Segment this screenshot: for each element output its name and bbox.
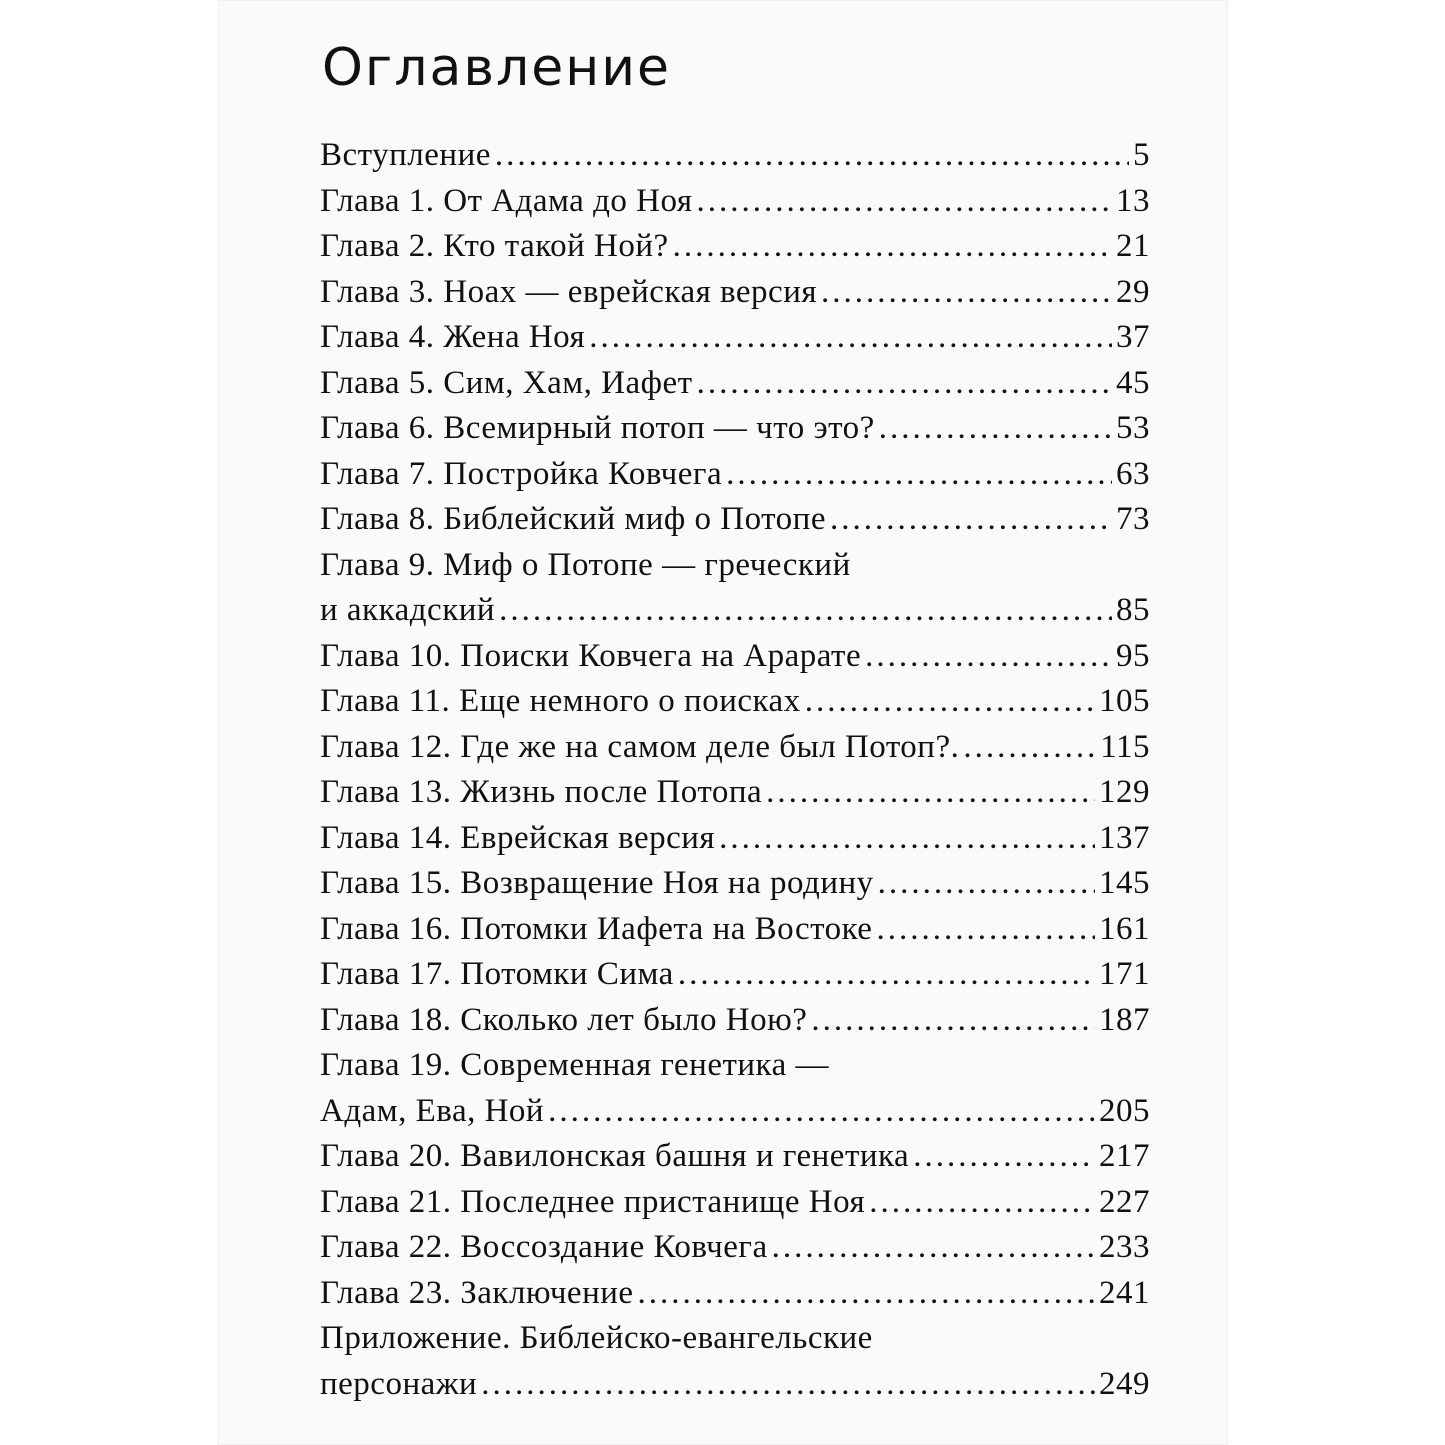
toc-entry bbox=[320, 452, 1150, 498]
toc-entry bbox=[320, 1271, 1150, 1317]
toc-entry-line bbox=[320, 1134, 1150, 1180]
toc-entry-title: Глава 1. От Адама до Ноя bbox=[320, 182, 693, 219]
toc-entry-title: Глава 9. Миф о Потопе — греческий bbox=[320, 546, 851, 583]
dot-leader bbox=[811, 998, 1095, 1044]
toc-entry-title: Глава 6. Всемирный потоп — что это? bbox=[320, 410, 875, 446]
toc-page-number: 73 bbox=[1116, 501, 1150, 537]
dot-leader bbox=[726, 452, 1112, 498]
toc-entry-title: Глава 15. Возвращение Ноя на родину bbox=[320, 865, 874, 901]
toc-entry-title: Глава 12. Где же на самом деле был Потоп?. bbox=[320, 728, 960, 765]
table-of-contents bbox=[320, 133, 1150, 1407]
toc-page-number: 85 bbox=[1116, 592, 1150, 628]
toc-entry-line bbox=[320, 1089, 1150, 1135]
dot-leader bbox=[638, 1271, 1095, 1317]
dot-leader bbox=[697, 361, 1112, 407]
toc-page-number: 145 bbox=[1099, 865, 1150, 901]
dot-leader bbox=[719, 816, 1095, 862]
toc-entry-line bbox=[320, 1316, 1150, 1362]
toc-entry-line bbox=[320, 452, 1150, 498]
dot-leader bbox=[869, 1180, 1095, 1226]
dot-leader bbox=[673, 224, 1112, 270]
dot-leader bbox=[913, 1134, 1095, 1180]
toc-page-number: 233 bbox=[1099, 1229, 1150, 1265]
toc-entry bbox=[320, 907, 1150, 953]
toc-page-number: 137 bbox=[1099, 819, 1150, 856]
toc-page-number: 205 bbox=[1099, 1092, 1150, 1129]
dot-leader bbox=[766, 770, 1095, 816]
toc-entry-title: Глава 5. Сим, Хам, Иафет bbox=[320, 364, 693, 401]
dot-leader bbox=[548, 1089, 1095, 1135]
toc-page-number: 129 bbox=[1099, 774, 1150, 810]
toc-entry bbox=[320, 998, 1150, 1044]
toc-entry bbox=[320, 634, 1150, 680]
toc-entry-line bbox=[320, 679, 1150, 725]
toc-page-number: 115 bbox=[1100, 728, 1150, 765]
toc-entry-line bbox=[320, 588, 1150, 634]
toc-entry bbox=[320, 816, 1150, 862]
toc-page-number: 227 bbox=[1099, 1183, 1150, 1220]
toc-entry-line bbox=[320, 725, 1150, 771]
toc-entry bbox=[320, 679, 1150, 725]
toc-entry-line bbox=[320, 133, 1150, 179]
toc-entry-line bbox=[320, 1180, 1150, 1226]
toc-entry bbox=[320, 952, 1150, 998]
toc-entry-line bbox=[320, 998, 1150, 1044]
toc-entry bbox=[320, 1316, 1150, 1407]
dot-leader bbox=[963, 725, 1096, 771]
toc-entry bbox=[320, 315, 1150, 361]
toc-entry-line bbox=[320, 1043, 1150, 1089]
toc-entry-title: Глава 4. Жена Ноя bbox=[320, 319, 586, 355]
dot-leader bbox=[678, 952, 1095, 998]
toc-entry-title: Глава 2. Кто такой Ной? bbox=[320, 228, 669, 264]
toc-entry-title: и аккадский bbox=[320, 592, 496, 628]
toc-entry bbox=[320, 1134, 1150, 1180]
toc-entry-line bbox=[320, 497, 1150, 543]
toc-entry bbox=[320, 1225, 1150, 1271]
page-title: Оглавление bbox=[322, 38, 672, 98]
toc-page-number: 249 bbox=[1099, 1365, 1150, 1402]
toc-entry-title: Адам, Ева, Ной bbox=[320, 1092, 545, 1129]
dot-leader bbox=[830, 497, 1112, 543]
toc-entry bbox=[320, 497, 1150, 543]
toc-page-number: 171 bbox=[1099, 956, 1150, 992]
toc-entry-title: Глава 11. Еще немного о поисках bbox=[320, 683, 801, 719]
toc-entry-title: Глава 19. Современная генетика — bbox=[320, 1047, 829, 1083]
toc-entry-line bbox=[320, 770, 1150, 816]
dot-leader bbox=[805, 679, 1095, 725]
toc-page-number: 29 bbox=[1116, 273, 1150, 310]
toc-entry-line bbox=[320, 361, 1150, 407]
toc-entry-title: Глава 20. Вавилонская башня и генетика bbox=[320, 1138, 910, 1174]
toc-page-number: 63 bbox=[1116, 455, 1150, 492]
toc-entry bbox=[320, 224, 1150, 270]
toc-entry-line bbox=[320, 816, 1150, 862]
toc-entry-line bbox=[320, 315, 1150, 361]
toc-page-number: 45 bbox=[1116, 364, 1150, 401]
toc-page-number: 95 bbox=[1116, 637, 1150, 674]
toc-page-number: 13 bbox=[1116, 182, 1150, 219]
toc-entry bbox=[320, 1043, 1150, 1134]
dot-leader bbox=[697, 179, 1112, 225]
toc-page-number: 217 bbox=[1099, 1138, 1150, 1174]
toc-entry-title: Глава 10. Поиски Ковчега на Арарате bbox=[320, 637, 862, 674]
toc-entry-title: Глава 16. Потомки Иафета на Востоке bbox=[320, 910, 873, 947]
toc-entry-title: Вступление bbox=[320, 137, 491, 173]
toc-page-number: 53 bbox=[1116, 410, 1150, 446]
toc-entry bbox=[320, 770, 1150, 816]
dot-leader bbox=[589, 315, 1112, 361]
toc-entry bbox=[320, 543, 1150, 634]
toc-page-number: 37 bbox=[1116, 319, 1150, 355]
toc-entry-line bbox=[320, 179, 1150, 225]
toc-entry-line bbox=[320, 1225, 1150, 1271]
toc-entry-line bbox=[320, 224, 1150, 270]
toc-entry bbox=[320, 133, 1150, 179]
toc-entry bbox=[320, 861, 1150, 907]
toc-entry-line bbox=[320, 861, 1150, 907]
toc-page-number: 161 bbox=[1099, 910, 1150, 947]
toc-entry-title: Глава 18. Сколько лет было Ною? bbox=[320, 1001, 808, 1038]
dot-leader bbox=[821, 270, 1112, 316]
dot-leader bbox=[772, 1225, 1095, 1271]
toc-entry bbox=[320, 179, 1150, 225]
toc-entry-title: Глава 22. Воссоздание Ковчега bbox=[320, 1229, 768, 1265]
toc-entry bbox=[320, 406, 1150, 452]
toc-entry bbox=[320, 1180, 1150, 1226]
dot-leader bbox=[876, 907, 1095, 953]
dot-leader bbox=[495, 133, 1129, 179]
dot-leader bbox=[878, 861, 1095, 907]
toc-entry bbox=[320, 270, 1150, 316]
toc-entry-title: Глава 14. Еврейская версия bbox=[320, 819, 716, 856]
toc-entry-title: Глава 3. Ноах — еврейская версия bbox=[320, 273, 818, 310]
toc-page-number: 241 bbox=[1099, 1274, 1150, 1311]
toc-entry-title: Глава 8. Библейский миф о Потопе bbox=[320, 501, 826, 537]
dot-leader bbox=[499, 588, 1112, 634]
toc-page-number: 105 bbox=[1099, 683, 1150, 719]
dot-leader bbox=[879, 406, 1112, 452]
toc-entry-title: Глава 23. Заключение bbox=[320, 1274, 634, 1311]
toc-entry-line bbox=[320, 907, 1150, 953]
dot-leader bbox=[481, 1362, 1095, 1408]
toc-entry bbox=[320, 361, 1150, 407]
toc-page-number: 21 bbox=[1116, 228, 1150, 264]
book-page bbox=[218, 0, 1228, 1445]
toc-entry-line bbox=[320, 270, 1150, 316]
toc-entry-title: Приложение. Библейско-евангельские bbox=[320, 1320, 873, 1356]
toc-entry-title: персонажи bbox=[320, 1365, 478, 1402]
toc-entry-line bbox=[320, 634, 1150, 680]
toc-entry-line bbox=[320, 543, 1150, 589]
toc-page-number: 5 bbox=[1133, 137, 1150, 173]
toc-entry bbox=[320, 725, 1150, 771]
toc-entry-line bbox=[320, 406, 1150, 452]
toc-entry-title: Глава 13. Жизнь после Потопа bbox=[320, 774, 763, 810]
toc-entry-title: Глава 17. Потомки Сима bbox=[320, 956, 674, 992]
toc-page-number: 187 bbox=[1099, 1001, 1150, 1038]
toc-entry-title: Глава 7. Постройка Ковчега bbox=[320, 455, 723, 492]
toc-entry-line bbox=[320, 1362, 1150, 1408]
dot-leader bbox=[865, 634, 1112, 680]
toc-entry-title: Глава 21. Последнее пристанище Ноя bbox=[320, 1183, 866, 1220]
toc-entry-line bbox=[320, 1271, 1150, 1317]
toc-entry-line bbox=[320, 952, 1150, 998]
